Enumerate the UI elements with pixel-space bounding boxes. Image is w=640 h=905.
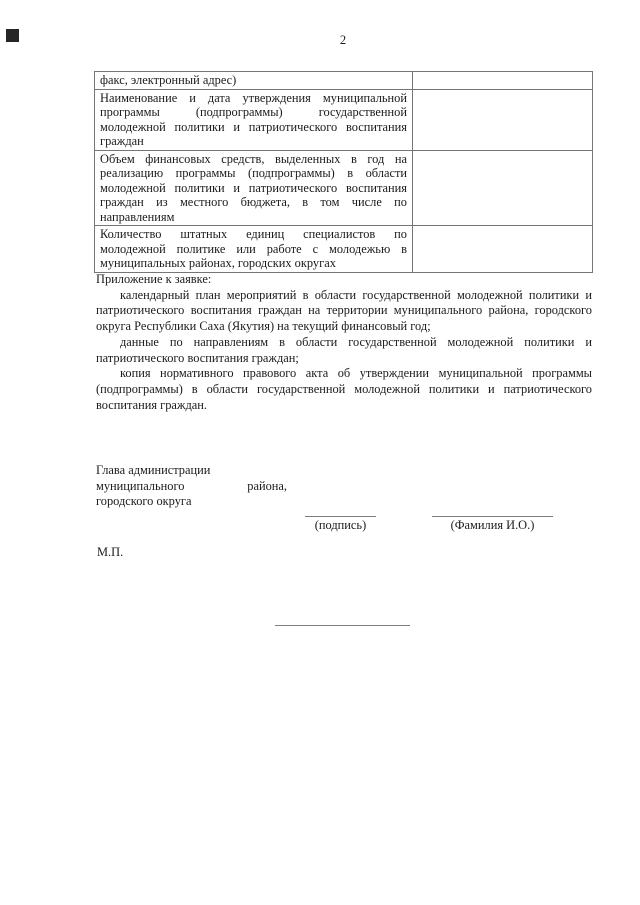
table-cell-label: Объем финансовых средств, выделенных в год на реализацию программы (подпрограммы) в области молодежной политики и патриотического воспитания граждан из местного бюджета, в том числе по направлениям — [95, 150, 413, 226]
signature-caption: (подпись) — [314, 518, 367, 532]
name-caption: (Фамилия И.О.) — [450, 518, 535, 532]
signatory-title-line: муниципального района, — [96, 478, 287, 493]
seal-placeholder: М.П. — [97, 545, 124, 559]
attachment-item: копия нормативного правового акта об утверждении муниципальной программы (подпрограммы) в области государственной молодежной политики и патриотического воспитания граждан. — [96, 366, 592, 412]
table-row — [95, 226, 593, 273]
signatory-title — [96, 463, 287, 510]
attachment-item: календарный план мероприятий в области государственной молодежной политики и патриотического воспитания граждан на территории муниципального района, городского округа Республики Саха (Якутия) на текущий финансовый год; — [96, 287, 592, 334]
separator-line — [275, 625, 410, 626]
signatory-title-line: Глава администрации — [96, 463, 211, 477]
table-row — [95, 89, 593, 150]
page-number: 2 — [339, 33, 347, 47]
table-row — [95, 150, 593, 226]
table-cell-value — [413, 72, 593, 90]
scan-artifact-mark — [6, 29, 19, 42]
table-cell-label: Наименование и дата утверждения муниципальной программы (подпрограммы) государственной молодежной политики и патриотического воспитания граждан — [95, 89, 413, 150]
signatory-title-line: городского округа — [96, 494, 192, 508]
table-row — [95, 72, 593, 90]
attachments-section — [96, 272, 592, 413]
table-cell-value — [413, 150, 593, 226]
table-cell-value — [413, 89, 593, 150]
table-cell-label: Количество штатных единиц специалистов по молодежной политике или работе с молодежью в муниципальных районах, городских округах — [95, 226, 413, 273]
attachments-heading: Приложение к заявке: — [96, 272, 212, 286]
table-cell-label: факс, электронный адрес) — [95, 72, 413, 90]
attachment-item: данные по направлениям в области государственной молодежной политики и патриотического воспитания граждан; — [96, 334, 592, 365]
signature-line — [305, 516, 376, 517]
name-line — [432, 516, 553, 517]
application-form-table — [94, 71, 593, 273]
table-cell-value — [413, 226, 593, 273]
